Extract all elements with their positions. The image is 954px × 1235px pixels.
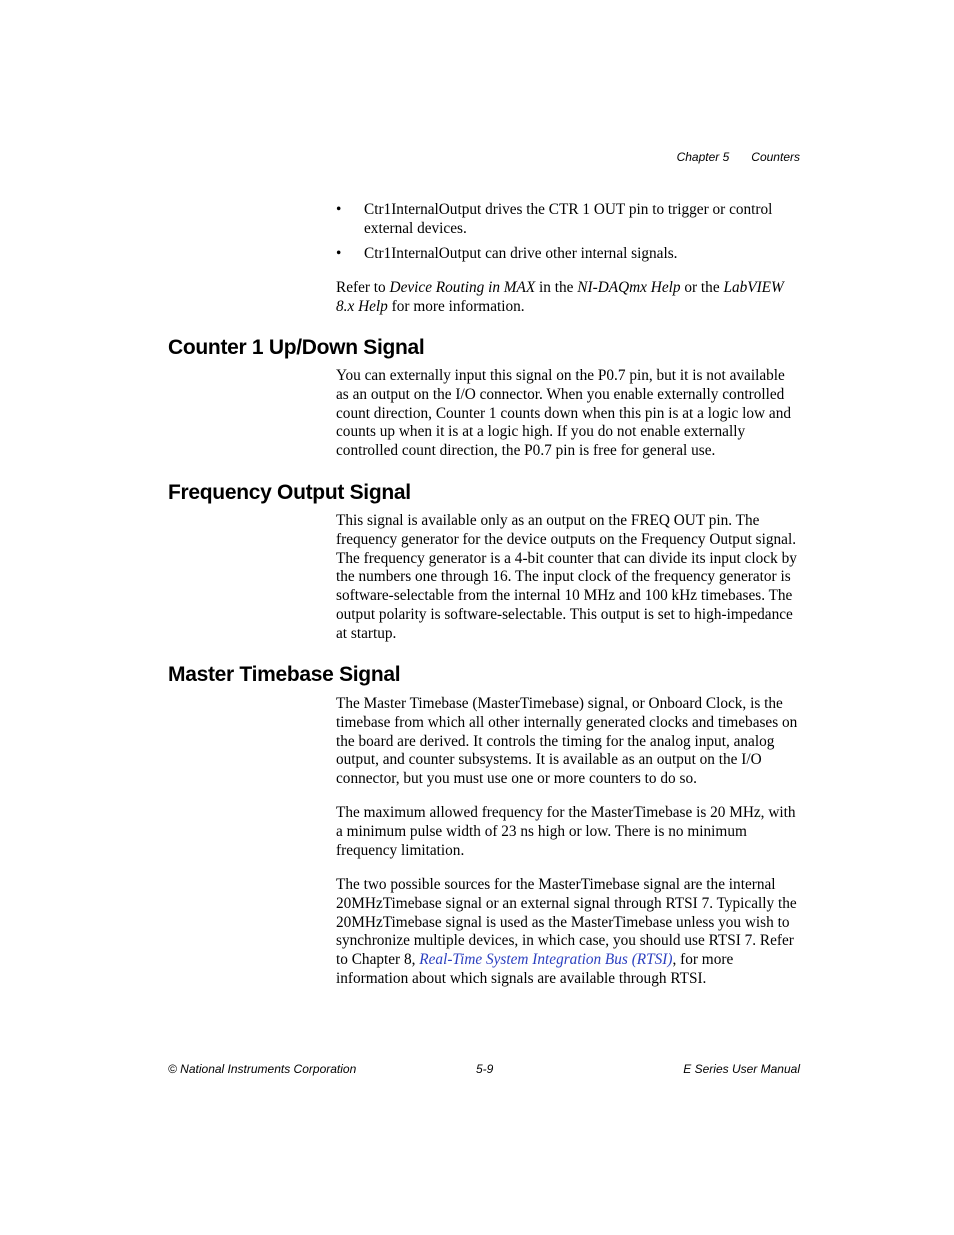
freq-body (336, 512, 800, 644)
master-paragraph-1: The Master Timebase (MasterTimebase) signal, or Onboard Clock, is the timebase from which all other internally generated clocks and timebases on the board are derived. It controls the timing for the analog input, analog output, and counter subsystems. It is available as an output on the I/O connector, but you must use one or more counters to do so. (336, 695, 798, 788)
running-header (655, 150, 800, 164)
master-p3-text: , for more information about which signals are available through RTSI. (336, 951, 734, 987)
footer-page-number: 5-9 (476, 1062, 494, 1076)
bullet-list (336, 201, 800, 263)
refer-title-device-routing: Device Routing in MAX (389, 279, 536, 296)
footer-manual-title: E Series User Manual (683, 1062, 800, 1076)
updown-paragraph: You can externally input this signal on the P0.7 pin, but it is not available as an output on the I/O connector. When you enable externally controlled count direction, Counter 1 counts down when this pin is at a logic low and counts up when it is at a logic high. If you do not enable externally controlled count direction, the P0.7 pin is free for general use. (336, 367, 792, 460)
bullet-text: Ctr1InternalOutput drives the CTR 1 OUT pin to trigger or control external devices. (364, 201, 773, 237)
refer-title-nidaqmx-help: NI-DAQmx Help (577, 279, 681, 296)
master-paragraph-3 (336, 876, 800, 989)
bullet-list-block (336, 201, 800, 263)
freq-paragraph: This signal is available only as an output on the FREQ OUT pin. The frequency generator for the device outputs on the Frequency Output signal. The frequency generator is a 4-bit counter that can divide its input clock by the numbers one through 16. The input clock of the frequency generator is software-selectable from the internal 10 MHz and 100 kHz timebases. The output polarity is software-selectable. This output is set to high-impedance at startup. (336, 512, 797, 642)
header-chapter: Chapter 5 (676, 150, 730, 164)
master-paragraph-2: The maximum allowed frequency for the MasterTimebase is 20 MHz, with a minimum pulse width of 23 ns high or low. There is no minimum frequency limitation. (336, 804, 796, 859)
rtsi-chapter-link[interactable]: Real-Time System Integration Bus (RTSI) (419, 951, 673, 969)
master-body-2 (336, 804, 800, 860)
heading-master-timebase: Master Timebase Signal (168, 663, 401, 686)
refer-text: or the (680, 279, 724, 296)
bullet-item: • Ctr1InternalOutput can drive other internal signals. (336, 244, 678, 262)
bullet-text: Ctr1InternalOutput can drive other internal signals. (364, 244, 678, 262)
updown-body (336, 367, 800, 461)
master-body-3 (336, 876, 800, 989)
refer-text: Refer to (336, 279, 390, 296)
heading-frequency-output: Frequency Output Signal (168, 481, 411, 504)
refer-text: in the (535, 279, 578, 296)
header-section: Counters (751, 150, 800, 164)
footer-copyright: © National Instruments Corporation (168, 1062, 357, 1076)
bullet-item: • Ctr1InternalOutput drives the CTR 1 OUT pin to trigger or control external devices. (336, 201, 773, 237)
master-p3-text: The two possible sources for the MasterTimebase signal are the internal 20MHzTimebase signal or an external signal through RTSI 7. Typically the 20MHzTimebase signal is used as the MasterTimebase unless you wish to synchronize multiple devices, in which case, you should use RTSI 7. Refer to Chapter 8, (336, 876, 797, 969)
heading-counter1-updown: Counter 1 Up/Down Signal (168, 336, 425, 359)
refer-text: for more information. (387, 297, 525, 315)
refer-paragraph (336, 279, 800, 317)
master-body (336, 695, 800, 789)
refer-title-labview-help: LabVIEW 8.x Help (336, 279, 784, 315)
